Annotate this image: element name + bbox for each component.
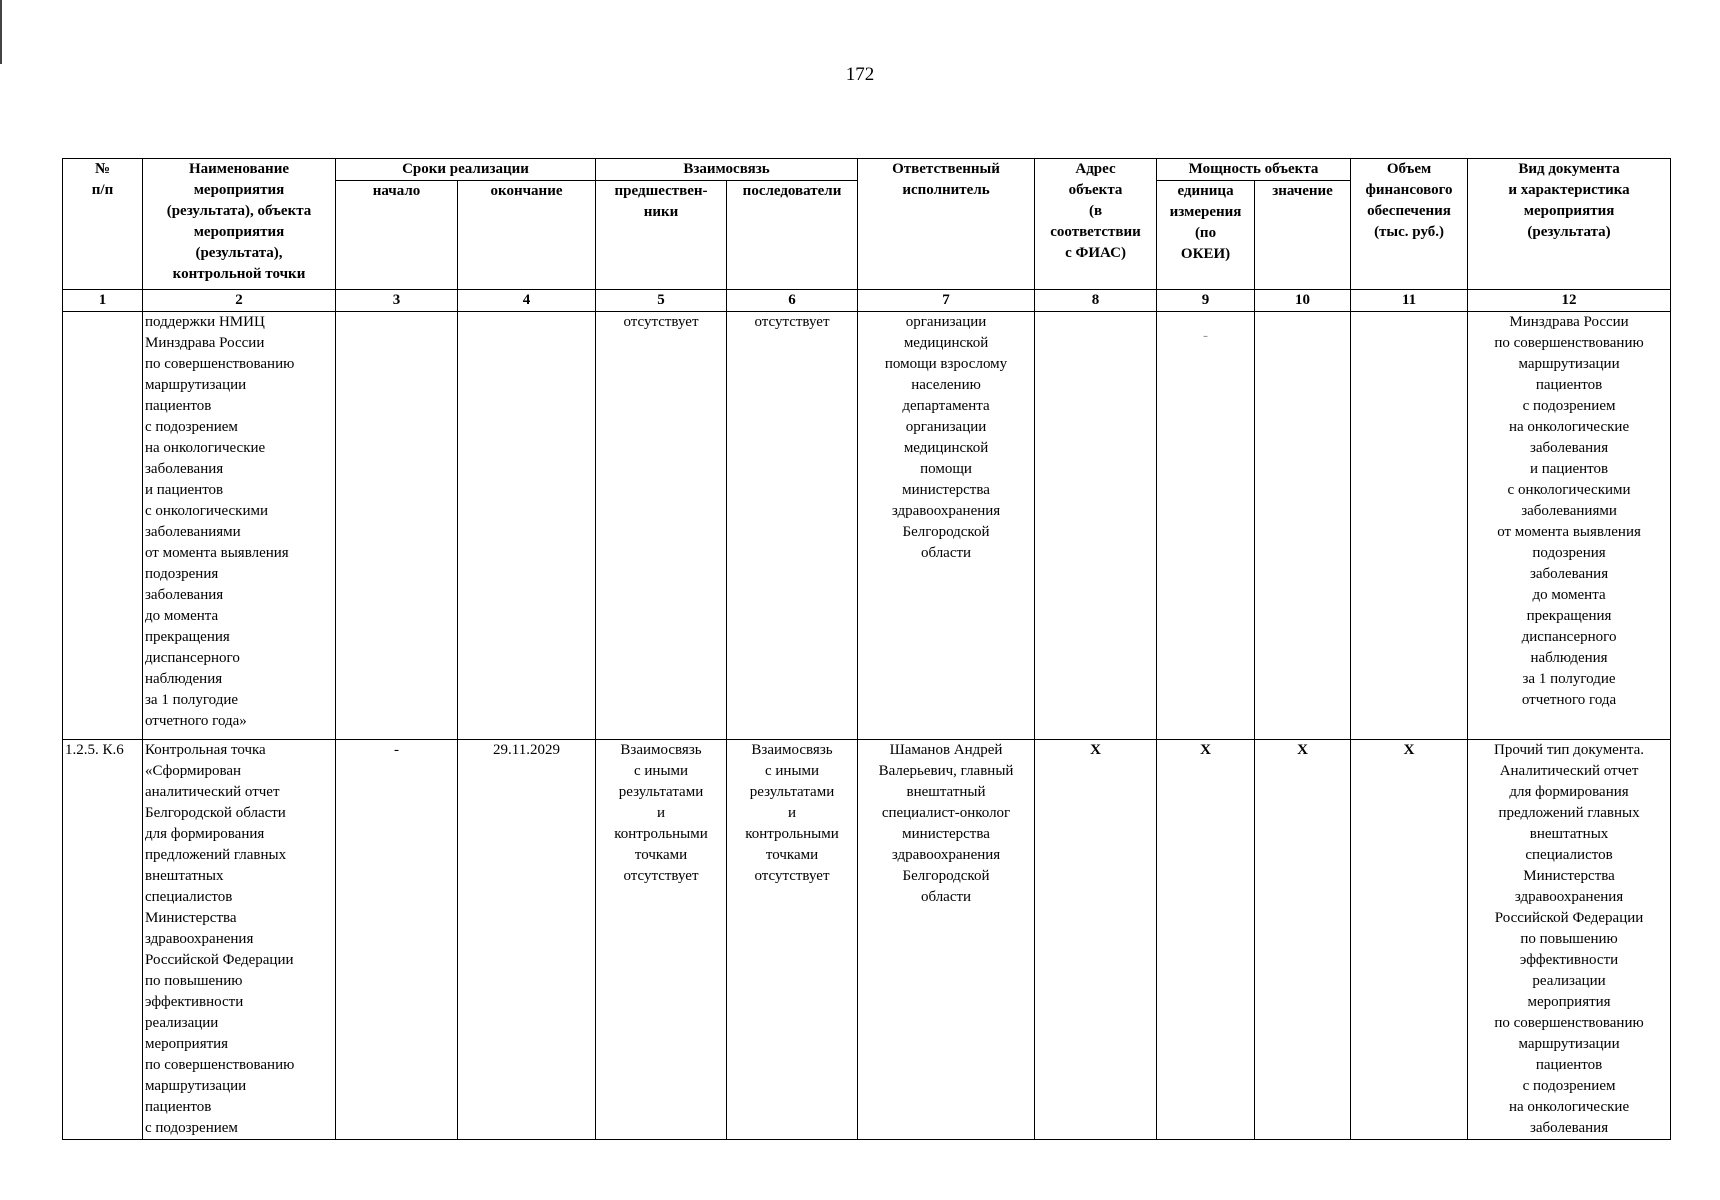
column-number: 2	[143, 290, 336, 312]
cell-successors: Взаимосвязь с иными результатами и контрольными точками отсутствует	[727, 740, 858, 1140]
page-number: 172	[845, 64, 875, 85]
header-num: № п/п	[63, 159, 143, 290]
cell-value: X	[1255, 740, 1351, 1140]
header-address: Адрес объекта (в соответствии с ФИАС)	[1035, 159, 1157, 290]
header-predecessors: предшествен- ники	[596, 181, 727, 290]
column-number: 4	[458, 290, 596, 312]
header-doc: Вид документа и характеристика мероприятия (результата)	[1468, 159, 1671, 290]
cell-num: 1.2.5. К.6	[63, 740, 143, 1140]
header-capacity: Мощность объекта	[1157, 159, 1351, 181]
column-number: 9	[1157, 290, 1255, 312]
column-number: 12	[1468, 290, 1671, 312]
header-name: Наименование мероприятия (результата), объекта мероприятия (результата), контрольной точки	[143, 159, 336, 290]
cell-doc: Прочий тип документа. Аналитический отчет для формирования предложений главных внештатных специалистов Министерства здравоохранения Российской Федерации по повышению эффективности реализации мероприятия по совершенствованию маршрутизации пациентов с подозрением на онкологические заболевания	[1468, 740, 1671, 1140]
cell-start	[336, 312, 458, 740]
header-relation: Взаимосвязь	[596, 159, 858, 181]
cell-end: 29.11.2029	[458, 740, 596, 1140]
column-number: 11	[1351, 290, 1468, 312]
header-terms: Сроки реализации	[336, 159, 596, 181]
column-number: 1	[63, 290, 143, 312]
header-value: значение	[1255, 181, 1351, 290]
cell-doc: Минздрава России по совершенствованию маршрутизации пациентов с подозрением на онкологические заболевания и пациентов с онкологическими заболеваниями от момента выявления подозрения заболевания до момента прекращения диспансерного наблюдения за 1 полугодие отчетного года	[1468, 312, 1671, 740]
table-row	[63, 740, 1671, 1140]
column-number: 10	[1255, 290, 1351, 312]
cell-num	[63, 312, 143, 740]
cell-predecessors: Взаимосвязь с иными результатами и контрольными точками отсутствует	[596, 740, 727, 1140]
cell-name: поддержки НМИЦ Минздрава России по совершенствованию маршрутизации пациентов с подозрением на онкологические заболевания и пациентов с онкологическими заболеваниями от момента выявления подозрения заболевания до момента прекращения диспансерного наблюдения за 1 полугодие отчетного года»	[143, 312, 336, 740]
column-number: 3	[336, 290, 458, 312]
cell-end	[458, 312, 596, 740]
cell-unit: -	[1157, 312, 1255, 740]
table-row	[63, 312, 1671, 740]
activities-table	[62, 158, 1671, 1140]
cell-start: -	[336, 740, 458, 1140]
header-finance: Объем финансового обеспечения (тыс. руб.)	[1351, 159, 1468, 290]
header-successors: последователи	[727, 181, 858, 290]
cell-finance	[1351, 312, 1468, 740]
cell-successors: отсутствует	[727, 312, 858, 740]
header-unit: единица измерения (по ОКЕИ)	[1157, 181, 1255, 290]
cell-value	[1255, 312, 1351, 740]
scan-edge-mark	[0, 0, 2, 64]
column-number-row	[63, 290, 1671, 312]
cell-responsible: организации медицинской помощи взрослому населению департамента организации медицинской помощи министерства здравоохранения Белгородской области	[858, 312, 1035, 740]
cell-responsible: Шаманов Андрей Валерьевич, главный внештатный специалист-онколог министерства здравоохранения Белгородской области	[858, 740, 1035, 1140]
cell-name: Контрольная точка «Сформирован аналитический отчет Белгородской области для формирования предложений главных внештатных специалистов Министерства здравоохранения Российской Федерации по повышению эффективности реализации мероприятия по совершенствованию маршрутизации пациентов с подозрением	[143, 740, 336, 1140]
cell-unit: X	[1157, 740, 1255, 1140]
header-responsible: Ответственный исполнитель	[858, 159, 1035, 290]
column-number: 6	[727, 290, 858, 312]
column-number: 8	[1035, 290, 1157, 312]
header-end: окончание	[458, 181, 596, 290]
cell-finance: X	[1351, 740, 1468, 1140]
column-number: 7	[858, 290, 1035, 312]
cell-address	[1035, 312, 1157, 740]
cell-address: X	[1035, 740, 1157, 1140]
header-start: начало	[336, 181, 458, 290]
header-row-top	[63, 159, 1671, 181]
column-number: 5	[596, 290, 727, 312]
cell-predecessors: отсутствует	[596, 312, 727, 740]
